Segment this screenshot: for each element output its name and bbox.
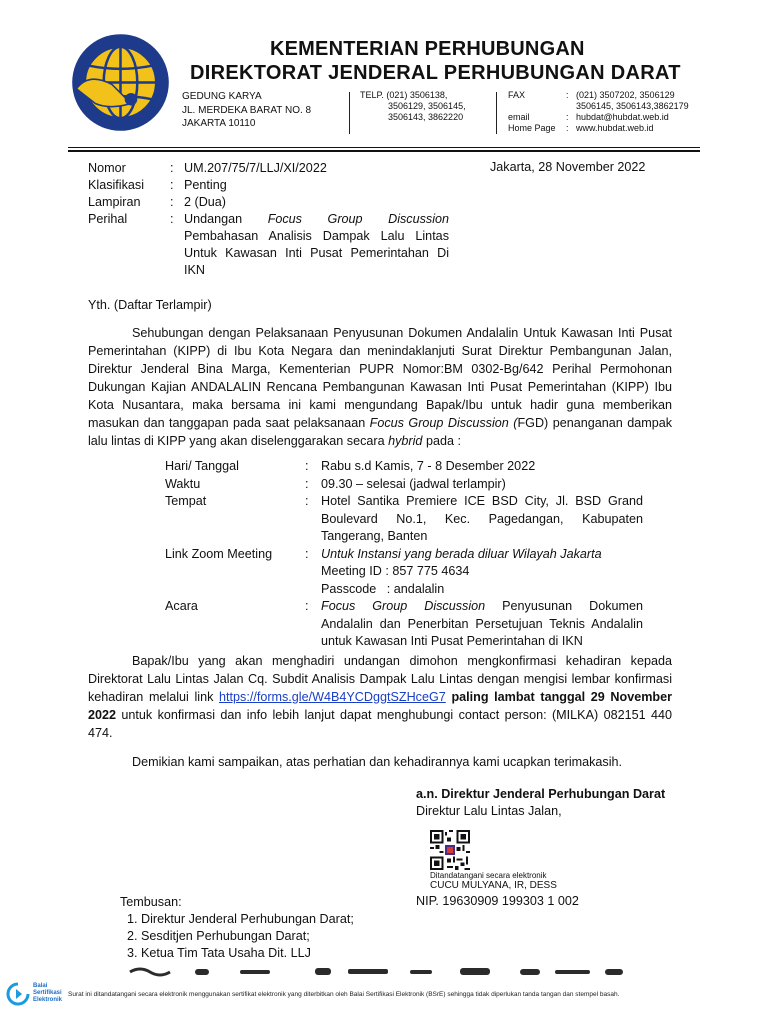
colon: : (305, 599, 309, 613)
classification: Penting (184, 178, 227, 192)
paragraph-text: Sehubungan dengan Pelaksanaan Penyusunan Dokumen Andalalin Untuk Kawasan Inti Pusat Pemerintahan (KIPP) di Ibu Kota Negara dan menindaklanjuti Surat Direktur Pembangunan Jalan, Direktur Jenderal Bina Marga, Kementerian PUPR Nomor:BM 0302-Bg/642 Perihal Permohonan Dukungan Kajian ANDALALIN Rencana Pembangunan Kawasan Inti Pusat Pemerintahan (KIPP) Ibu Kota Nusantara, maka bersama ini kami mengundang Bapak/Ibu untuk hadir guna memberikan masukan dan tanggapan pada saat pelaksanaan (88, 326, 672, 430)
meta-label: Klasifikasi (88, 178, 144, 192)
signer-nip: NIP. 19630909 199303 1 002 (416, 894, 579, 908)
bsre-label-line: Elektronik (33, 997, 63, 1003)
fax-value: 3506145, 3506143,3862179 (576, 101, 689, 111)
zoom-meeting-id: Meeting ID : 857 775 4634 (321, 564, 470, 578)
detail-label: Waktu (165, 476, 201, 491)
colon: : (566, 123, 569, 133)
zoom-passcode: Passcode : andalalin (321, 581, 445, 596)
electronic-signature-note: Ditandatangani secara elektronik (430, 871, 547, 880)
meta-label: Nomor (88, 161, 126, 175)
zoom-note: Untuk Instansi yang berada diluar Wilayah Jakarta (321, 546, 602, 561)
carbon-copy-label: Tembusan: (120, 895, 182, 909)
bsre-label-line: Balai (33, 983, 48, 989)
paragraph-closing: Demikian kami sampaikan, atas perhatian dan kehadirannya kami ucapkan terimakasih. (132, 755, 623, 769)
footer-decorative-stripe-icon (100, 966, 660, 978)
colon: : (170, 195, 174, 209)
subject-text: Pembahasan Analisis Dampak Lalu Lintas Untuk Kawasan Inti Pusat Pemerintahan Di IKN (184, 229, 449, 277)
paragraph-italic: hybrid (388, 434, 423, 448)
signature-on-behalf: a.n. Direktur Jenderal Perhubungan Darat (416, 787, 666, 801)
subject-italic: Focus Group Discussion (267, 212, 449, 226)
address-line: JL. MERDEKA BARAT NO. 8 (182, 104, 312, 116)
paragraph-text: pada : (425, 434, 461, 448)
colon: : (305, 546, 309, 561)
subject (184, 211, 449, 279)
header-divider (349, 92, 350, 134)
paragraph-confirmation (88, 652, 672, 742)
footer-note: Surat ini ditandatangani secara elektronik menggunakan sertifikat elektronik yang diterbitkan oleh Balai Sertifikasi Elektronik (BSrE) sehingga tidak diperlukan tanda tangan dan stempel basah. (68, 991, 620, 998)
detail-value: 09.30 – selesai (jadwal terlampir) (321, 476, 506, 491)
letter-date: Jakarta, 28 November 2022 (490, 160, 646, 174)
paragraph-text: Bapak/Ibu yang akan menghadiri undangan dimohon mengkonfirmasi kehadiran kepada Direktorat Lalu Lintas Jalan Cq. Subdit Analisis Dampak Lalu Lintas dengan mengisi lembar konfirmasi kehadiran melalui link (88, 654, 672, 704)
header-address (182, 90, 311, 131)
subject-text: Undangan (184, 212, 243, 226)
event-details (165, 458, 645, 651)
attachments: 2 (Dua) (184, 195, 226, 209)
list-item: 1. Direktur Jenderal Perhubungan Darat; (127, 912, 354, 926)
homepage-label: Home Page (508, 123, 556, 133)
homepage-value: www.hubdat.web.id (576, 123, 654, 133)
colon: : (305, 459, 309, 473)
paragraph-text: FGD) penanganan dampak lalu lintas di KIPP yang akan diselenggarakan secara (88, 416, 672, 448)
detail-value (321, 598, 643, 651)
telp-value: 3506129, 3506145, (388, 101, 466, 111)
colon: : (305, 494, 309, 508)
paragraph-intro (88, 324, 672, 450)
email-label: email (508, 112, 530, 122)
address-line: JAKARTA 10110 (182, 118, 256, 129)
meta-label: Lampiran (88, 195, 141, 209)
fax-value: (021) 3507202, 3506129 (576, 90, 675, 100)
detail-value: Hotel Santika Premiere ICE BSD City, Jl. BSD Grand Boulevard No.1, Kec. Pagedangan, Kabupaten Tangerang, Banten (321, 494, 643, 543)
header-title-directorate: DIREKTORAT JENDERAL PERHUBUNGAN DARAT (190, 62, 681, 84)
header-divider (496, 92, 497, 134)
list-item: 3. Ketua Tim Tata Usaha Dit. LLJ (127, 946, 311, 960)
detail-text: Penyusunan Dokumen Andalalin dan Penerbitan Persetujuan Teknis Andalalin untuk Kawasan Inti Pusat Pemerintahan di IKN (321, 599, 644, 648)
ministry-logo-icon (68, 30, 173, 135)
telp-label: TELP. (021) 3506138, (360, 90, 448, 100)
list-item: 2. Sesditjen Perhubungan Darat; (127, 929, 310, 943)
detail-label: Hari/ Tanggal (165, 459, 239, 473)
bsre-logo-icon (6, 982, 30, 1006)
detail-italic: Focus Group Discussion (321, 599, 486, 613)
telp-value: 3506143, 3862220 (388, 112, 464, 122)
signer-name: CUCU MULYANA, IR, DESS (430, 880, 557, 891)
signature-position: Direktur Lalu Lintas Jalan, (416, 804, 562, 818)
header-rule (68, 150, 700, 152)
carbon-copy (120, 894, 354, 962)
header-contact (508, 90, 706, 134)
bsre-label (33, 983, 62, 1004)
confirmation-form-link[interactable]: https://forms.gle/W4B4YCDggtSZHceG7 (219, 690, 446, 704)
qr-code-icon (430, 830, 470, 870)
header-rule (68, 147, 700, 148)
signature-block (416, 786, 665, 820)
paragraph-italic: Focus Group Discussion ( (369, 416, 518, 430)
colon: : (566, 90, 569, 100)
deadline: paling lambat tanggal 29 November 2022 (88, 690, 673, 722)
address-line: GEDUNG KARYA (182, 91, 262, 102)
colon: : (566, 112, 569, 122)
header-title-ministry: KEMENTERIAN PERHUBUNGAN (270, 38, 585, 60)
colon: : (170, 212, 174, 226)
header-telephone (360, 90, 466, 123)
detail-value (321, 546, 643, 599)
colon: : (305, 476, 309, 491)
detail-label: Acara (165, 599, 198, 613)
bsre-label-line: Sertifikasi (33, 990, 62, 996)
letter-number: UM.207/75/7/LLJ/XI/2022 (184, 161, 327, 175)
carbon-copy-list (120, 911, 354, 962)
detail-label: Link Zoom Meeting (165, 546, 273, 561)
colon: : (170, 161, 174, 175)
addressee: Yth. (Daftar Terlampir) (88, 298, 212, 312)
email-value: hubdat@hubdat.web.id (576, 112, 669, 122)
fax-label: FAX (508, 90, 526, 100)
letter-meta (88, 160, 449, 279)
meta-label: Perihal (88, 212, 128, 226)
detail-value: Rabu s.d Kamis, 7 - 8 Desember 2022 (321, 459, 536, 473)
paragraph-text: untuk konfirmasi dan info lebih lanjut dapat menghubungi contact person: (MILKA) 082151 440 474. (88, 708, 672, 740)
detail-label: Tempat (165, 494, 207, 508)
colon: : (170, 178, 174, 192)
